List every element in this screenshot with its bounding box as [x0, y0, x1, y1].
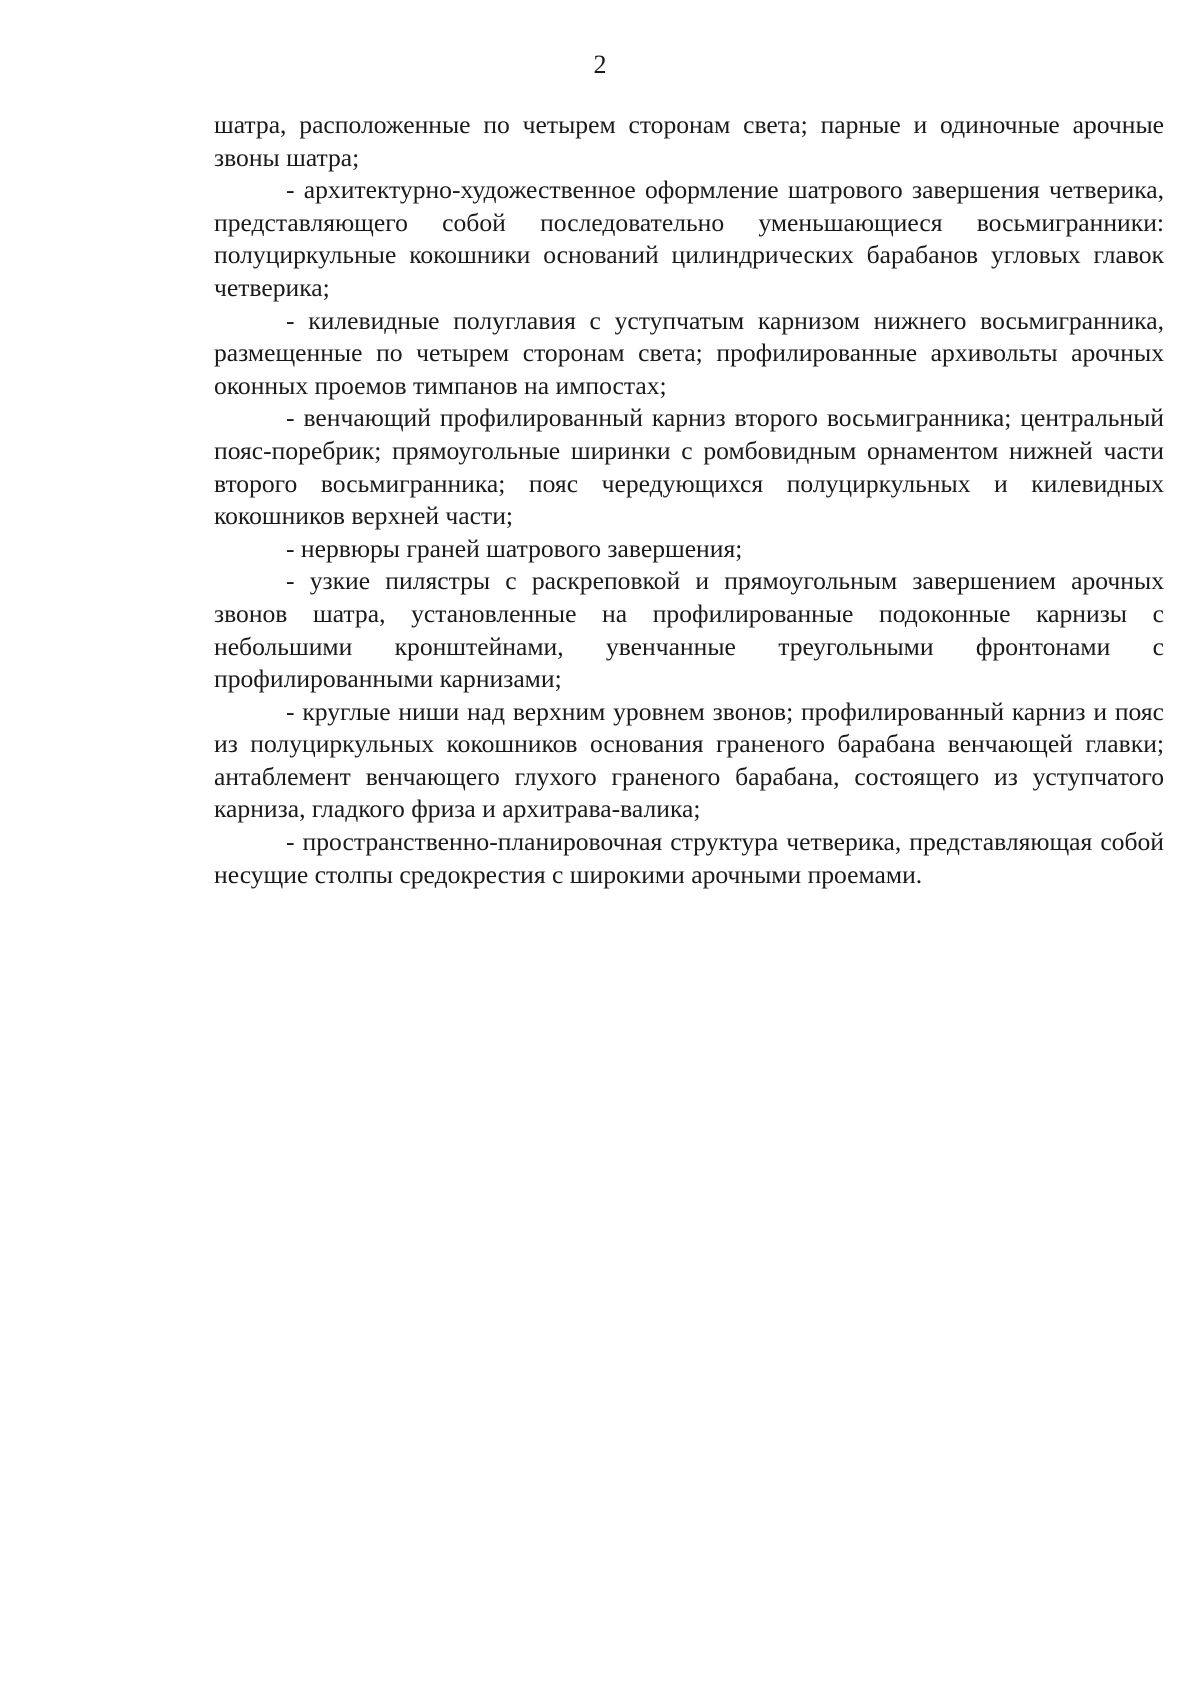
list-item-decoration: - архитектурно-художественное оформление шатрового завершения четверика, представляющего собой последовательно уменьшающиеся восьмигранники: полуциркульные кокошники оснований цилиндрических барабанов угловых главок четверика; — [214, 175, 1164, 302]
page-number-container — [0, 50, 1200, 80]
list-item-half-domes: - килевидные полуглавия с уступчатым карнизом нижнего восьмигранника, размещенные по четырем сторонам света; профилированные архивольты арочных оконных проемов тимпанов на импостах; — [214, 305, 1164, 400]
list-item-structure: - пространственно-планировочная структура четверика, представляющая собой несущие столпы средокрестия с широкими арочными проемами. — [214, 827, 1164, 889]
document-body — [214, 109, 1164, 891]
page-number: 2 — [593, 50, 607, 79]
list-item-ribs: - нервюры граней шатрового завершения; — [286, 533, 743, 563]
list-item-niches: - круглые ниши над верхним уровнем звонов; профилированный карниз и пояс из полуциркульных кокошников основания граненого барабана венчающей главки; антаблемент венчающего глухого граненого барабана, состоящего из уступчатого карниза, гладкого фриза и архитрава-валика; — [214, 696, 1164, 824]
list-item-pilasters: - узкие пилястры с раскреповкой и прямоугольным завершением арочных звонов шатра, установленные на профилированные подоконные карнизы с небольшими кронштейнами, увенчанные треугольными фронтонами с профилированными карнизами; — [214, 566, 1164, 694]
paragraph-continuation: шатра, расположенные по четырем сторонам света; парные и одиночные арочные звоны шатра; — [214, 110, 1164, 172]
list-item-cornice: - венчающий профилированный карниз второго восьмигранника; центральный пояс-поребрик; прямоугольные ширинки с ромбовидным орнаментом нижней части второго восьмигранника; пояс чередующихся полуциркульных и килевидных кокошников верхней части; — [214, 403, 1164, 531]
